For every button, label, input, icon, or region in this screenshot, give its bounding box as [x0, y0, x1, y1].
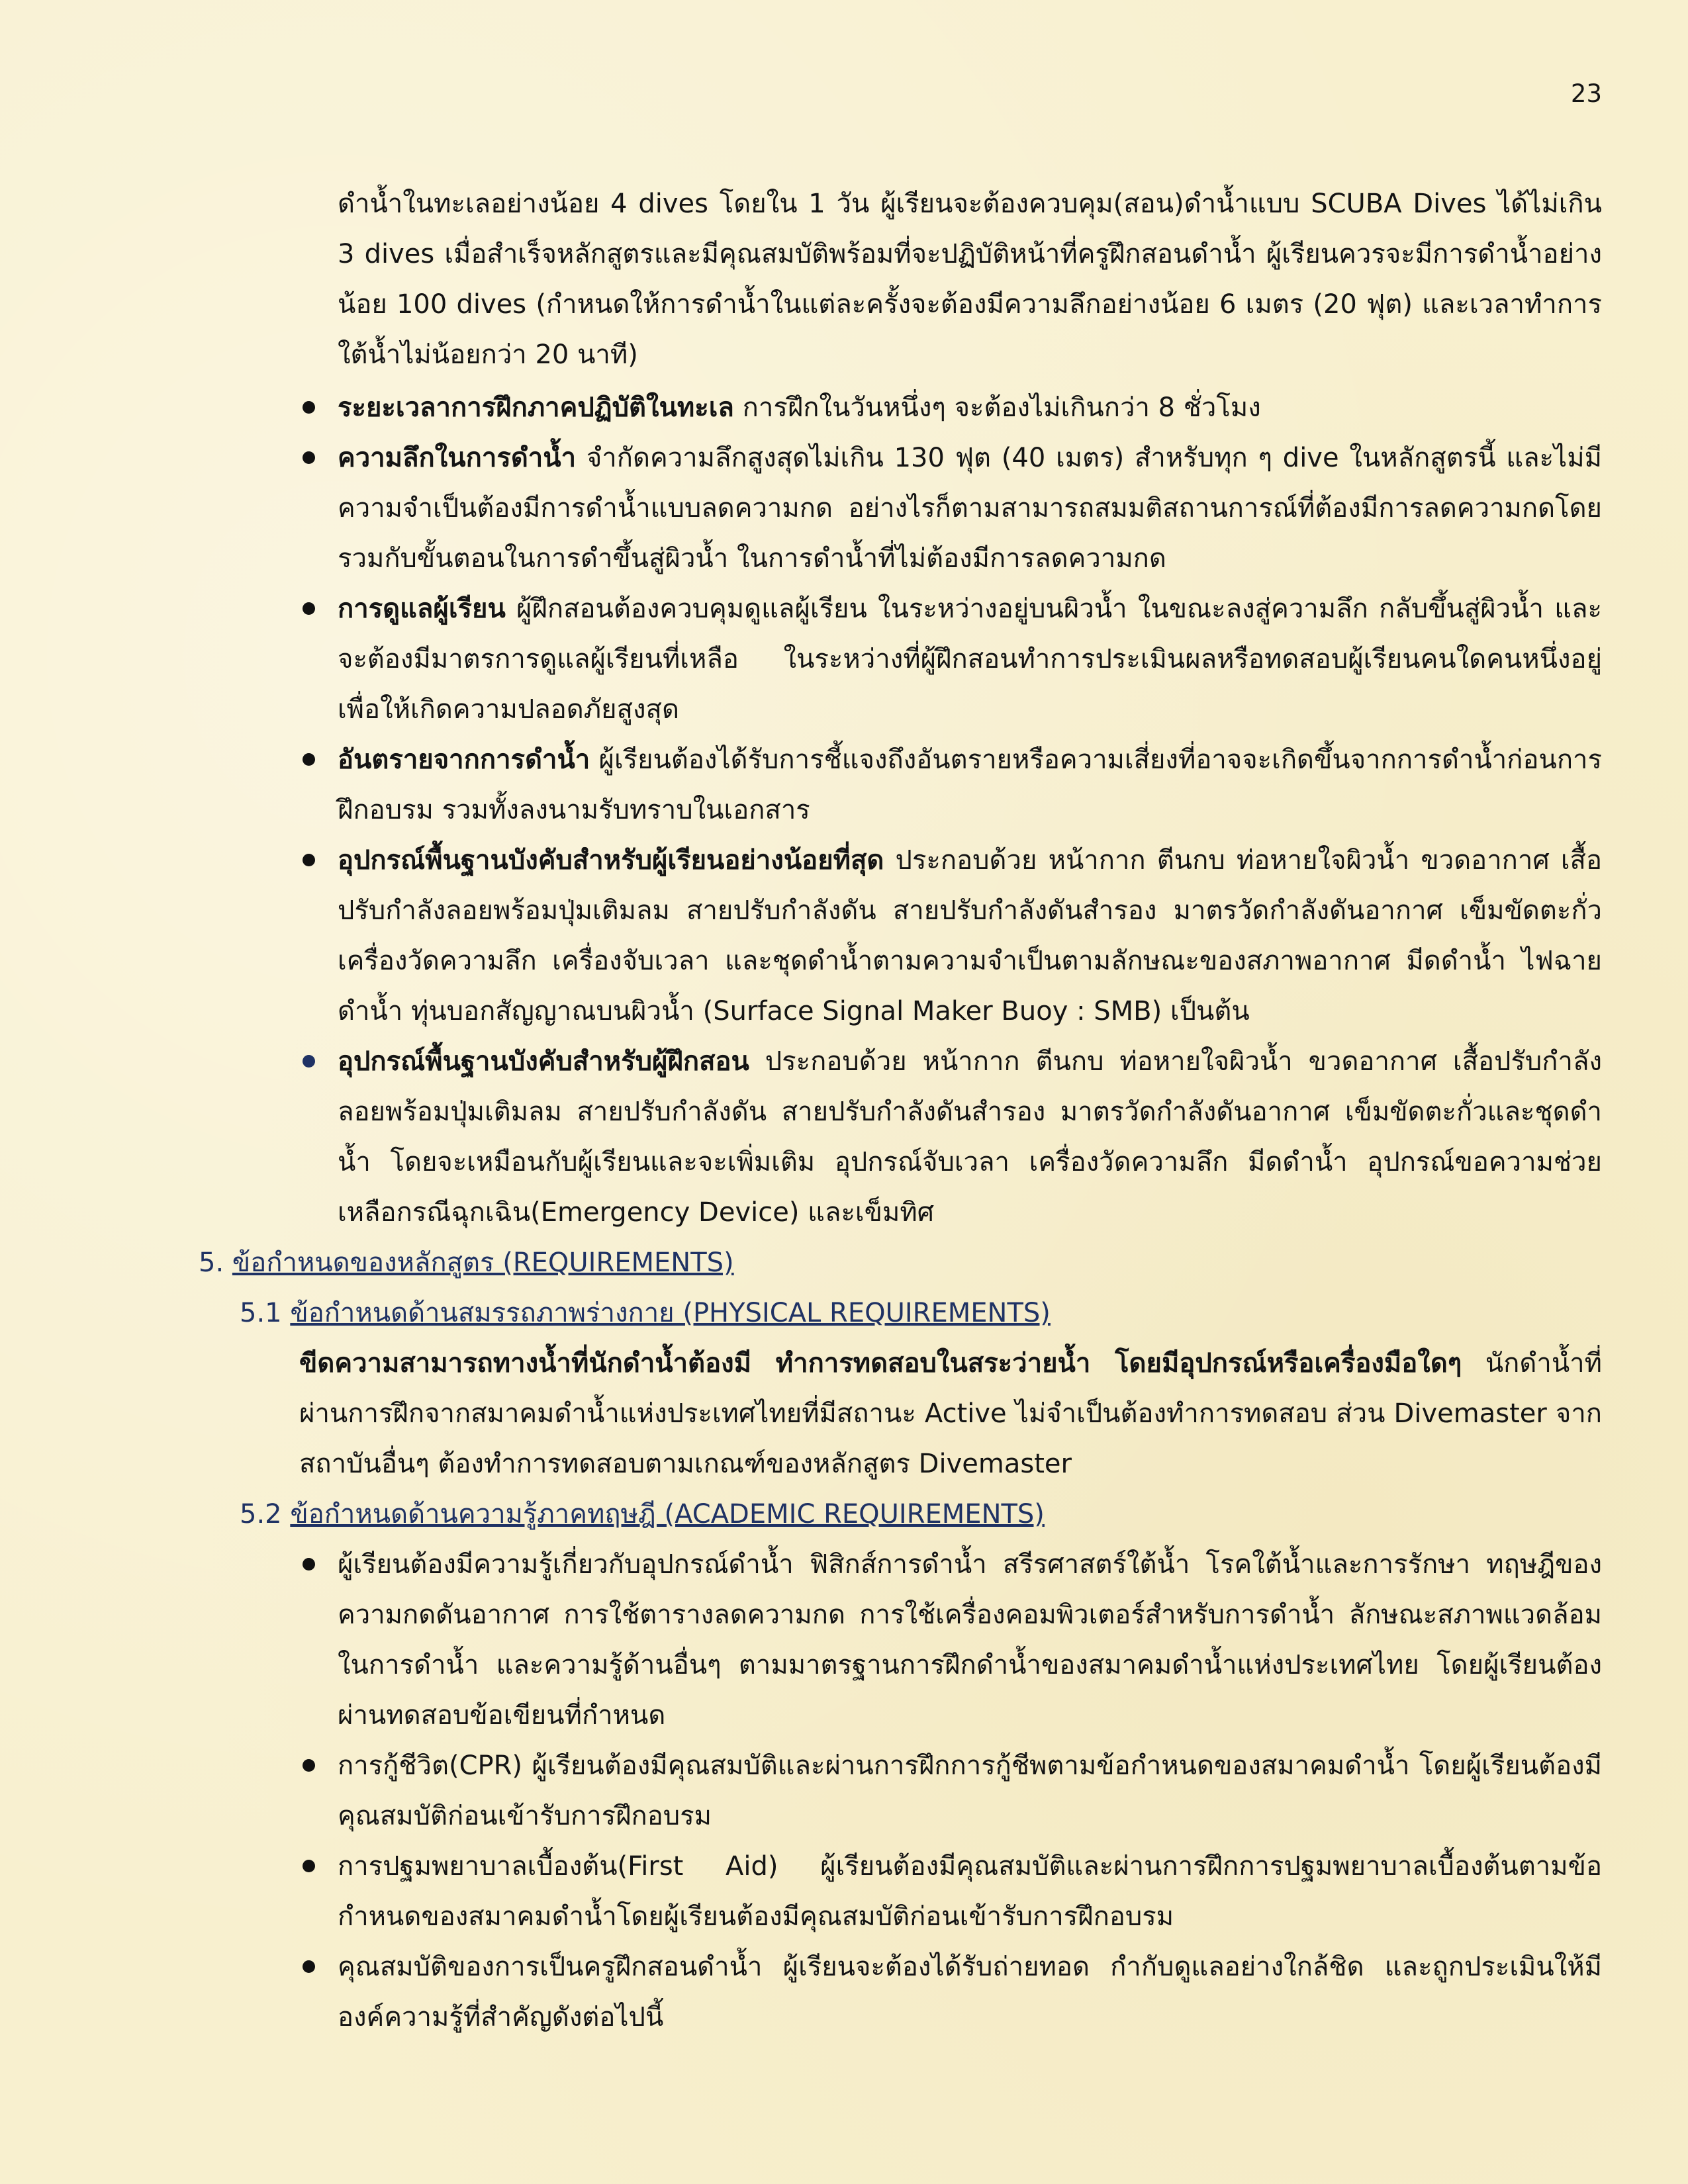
list-item — [338, 584, 1602, 735]
list-item — [338, 433, 1602, 584]
item-text: การฝึกในวันหนึ่งๆ จะต้องไม่เกินกว่า 8 ชั่วโมง — [733, 392, 1261, 423]
item-text: จำกัดความลึกสูงสุดไม่เกิน 130 ฟุต (40 เมตร) สำหรับทุก ๆ dive ในหลักสูตรนี้ และไม่มีความจำเป็นต้องมีการดำน้ำแบบลดความกด อย่างไรก็ตามสามารถสมมติสถานการณ์ที่ต้องมีการลดความกดโดยรวมกับขั้นตอนในการดำขึ้นสู่ผิวน้ำ ในการดำน้ำที่ไม่ต้องมีการลดความกด — [338, 443, 1602, 574]
training-rules-list — [0, 383, 1688, 1238]
item-title: ระยะเวลาการฝึกภาคปฏิบัติในทะเล — [338, 392, 734, 423]
item-text: ประกอบด้วย หน้ากาก ตีนกบ ท่อหายใจผิวน้ำ ขวดอากาศ เสื้อปรับกำลังลอยพร้อมปุ่มเติมลม สายปรับกำลังดัน สายปรับกำลังดันสำรอง มาตรวัดกำลังดันอากาศ เข็มขัดตะกั่วและชุดดำน้ำ โดยจะเหมือนกับผู้เรียนและจะเพิ่มเติม อุปกรณ์จับเวลา เครื่องวัดความลึก มีดดำน้ำ อุปกรณ์ขอความช่วยเหลือกรณีฉุกเฉิน(Emergency Device) และเข็มทิศ — [338, 1046, 1602, 1228]
page-number: 23 — [1570, 79, 1602, 108]
list-item: คุณสมบัติของการเป็นครูฝึกสอนดำน้ำ ผู้เรียนจะต้องได้รับถ่ายทอด กำกับดูแลอย่างใกล้ชิด และถูกประเมินให้มีองค์ความรู้ที่สำคัญดังต่อไปนี้ — [338, 1942, 1602, 2042]
subsection-heading — [240, 1489, 1688, 1539]
section-number: 5. — [199, 1248, 224, 1278]
list-item — [338, 735, 1602, 835]
subsection-heading — [240, 1288, 1688, 1338]
item-title: ความลึกในการดำน้ำ — [338, 443, 577, 473]
list-item — [338, 383, 1602, 433]
subsection-title[interactable]: ข้อกำหนดด้านความรู้ภาคทฤษฎี (ACADEMIC REQUIREMENTS) — [290, 1499, 1045, 1529]
list-item — [338, 835, 1602, 1036]
item-text: ประกอบด้วย หน้ากาก ตีนกบ ท่อหายใจผิวน้ำ ขวดอากาศ เสื้อปรับกำลังลอยพร้อมปุ่มเติมลม สายปรับกำลังดัน สายปรับกำลังดันสำรอง มาตรวัดกำลังดันอากาศ เข็มขัดตะกั่ว เครื่องวัดความลึก เครื่องจับเวลา และชุดดำน้ำตามความจำเป็นตามลักษณะของสภาพอากาศ มีดดำน้ำ ไฟฉายดำน้ำ ทุ่นบอกสัญญาณบนผิวน้ำ (Surface Signal Maker Buoy : SMB) เป็นต้น — [338, 845, 1602, 1026]
document-body — [0, 179, 1688, 2042]
item-title: อุปกรณ์พื้นฐานบังคับสำหรับผู้เรียนอย่างน้อยที่สุด — [338, 845, 884, 876]
section-heading — [199, 1238, 1688, 1288]
item-text: ผู้ฝึกสอนต้องควบคุมดูแลผู้เรียน ในระหว่างอยู่บนผิวน้ำ ในขณะลงสู่ความลึก กลับขึ้นสู่ผิวน้ำ และจะต้องมีมาตรการดูแลผู้เรียนที่เหลือ ในระหว่างที่ผู้ฝึกสอนทำการประเมินผลหรือทดสอบผู้เรียนคนใดคนหนึ่งอยู่เพื่อให้เกิดความปลอดภัยสูงสุด — [338, 594, 1602, 725]
continuation-paragraph: ดำน้ำในทะเลอย่างน้อย 4 dives โดยใน 1 วัน ผู้เรียนจะต้องควบคุม(สอน)ดำน้ำแบบ SCUBA Dives ได้ไม่เกิน 3 dives เมื่อสำเร็จหลักสูตรและมีคุณสมบัติพร้อมที่จะปฏิบัติหน้าที่ครูฝึกสอนดำน้ำ ผู้เรียนควรจะมีการดำน้ำอย่างน้อย 100 dives (กำหนดให้การดำน้ำในแต่ละครั้งจะต้องมีความลึกอย่างน้อย 6 เมตร (20 ฟุต) และเวลาทำการใต้น้ำไม่น้อยกว่า 20 นาที) — [338, 189, 1602, 370]
list-item: ผู้เรียนต้องมีความรู้เกี่ยวกับอุปกรณ์ดำน้ำ ฟิสิกส์การดำน้ำ สรีรศาสตร์ใต้น้ำ โรคใต้น้ำและการรักษา ทฤษฎีของความกดดันอากาศ การใช้ตารางลดความกด การใช้เครื่องคอมพิวเตอร์สำหรับการดำน้ำ ลักษณะสภาพแวดล้อมในการดำน้ำ และความรู้ด้านอื่นๆ ตามมาตรฐานการฝึกดำน้ำของสมาคมดำน้ำแห่งประเทศไทย โดยผู้เรียนต้องผ่านทดสอบข้อเขียนที่กำหนด — [338, 1539, 1602, 1741]
subsection-title[interactable]: ข้อกำหนดด้านสมรรถภาพร่างกาย (PHYSICAL REQUIREMENTS) — [290, 1298, 1051, 1328]
section-title[interactable]: ข้อกำหนดของหลักสูตร (REQUIREMENTS) — [232, 1248, 734, 1278]
bold-lead: ขีดความสามารถทางน้ำที่นักดำน้ำต้องมี ทำการทดสอบในสระว่ายน้ำ โดยมีอุปกรณ์หรือเครื่องมือใดๆ — [299, 1348, 1462, 1379]
item-text: ผู้เรียนต้องได้รับการชี้แจงถึงอันตรายหรือความเสี่ยงที่อาจจะเกิดขึ้นจากการดำน้ำก่อนการฝึกอบรม รวมทั้งลงนามรับทราบในเอกสาร — [338, 745, 1602, 825]
item-title: อันตรายจากการดำน้ำ — [338, 745, 590, 775]
list-item: การปฐมพยาบาลเบื้องต้น(First Aid) ผู้เรียนต้องมีคุณสมบัติและผ่านการฝึกการปฐมพยาบาลเบื้องต้นตามข้อกำหนดของสมาคมดำน้ำโดยผู้เรียนต้องมีคุณสมบัติก่อนเข้ารับการฝึกอบรม — [338, 1841, 1602, 1942]
item-title: การดูแลผู้เรียน — [338, 594, 506, 624]
physical-requirements-paragraph — [299, 1338, 1602, 1489]
list-item: การกู้ชีวิต(CPR) ผู้เรียนต้องมีคุณสมบัติและผ่านการฝึกการกู้ชีพตามข้อกำหนดของสมาคมดำน้ำ โดยผู้เรียนต้องมีคุณสมบัติก่อนเข้ารับการฝึกอบรม — [338, 1741, 1602, 1841]
academic-requirements-list — [0, 1539, 1688, 2042]
subsection-number: 5.1 — [240, 1298, 282, 1328]
paragraph-text: นักดำน้ำที่ผ่านการฝึกจากสมาคมดำน้ำแห่งประเทศไทยที่มีสถานะ Active ไม่จำเป็นต้องทำการทดสอบ ส่วน Divemaster จากสถาบันอื่นๆ ต้องทำการทดสอบตามเกณฑ์ของหลักสูตร Divemaster — [299, 1348, 1602, 1479]
list-item — [338, 1036, 1602, 1238]
subsection-number: 5.2 — [240, 1499, 282, 1529]
item-title: อุปกรณ์พื้นฐานบังคับสำหรับผู้ฝึกสอน — [338, 1046, 749, 1077]
